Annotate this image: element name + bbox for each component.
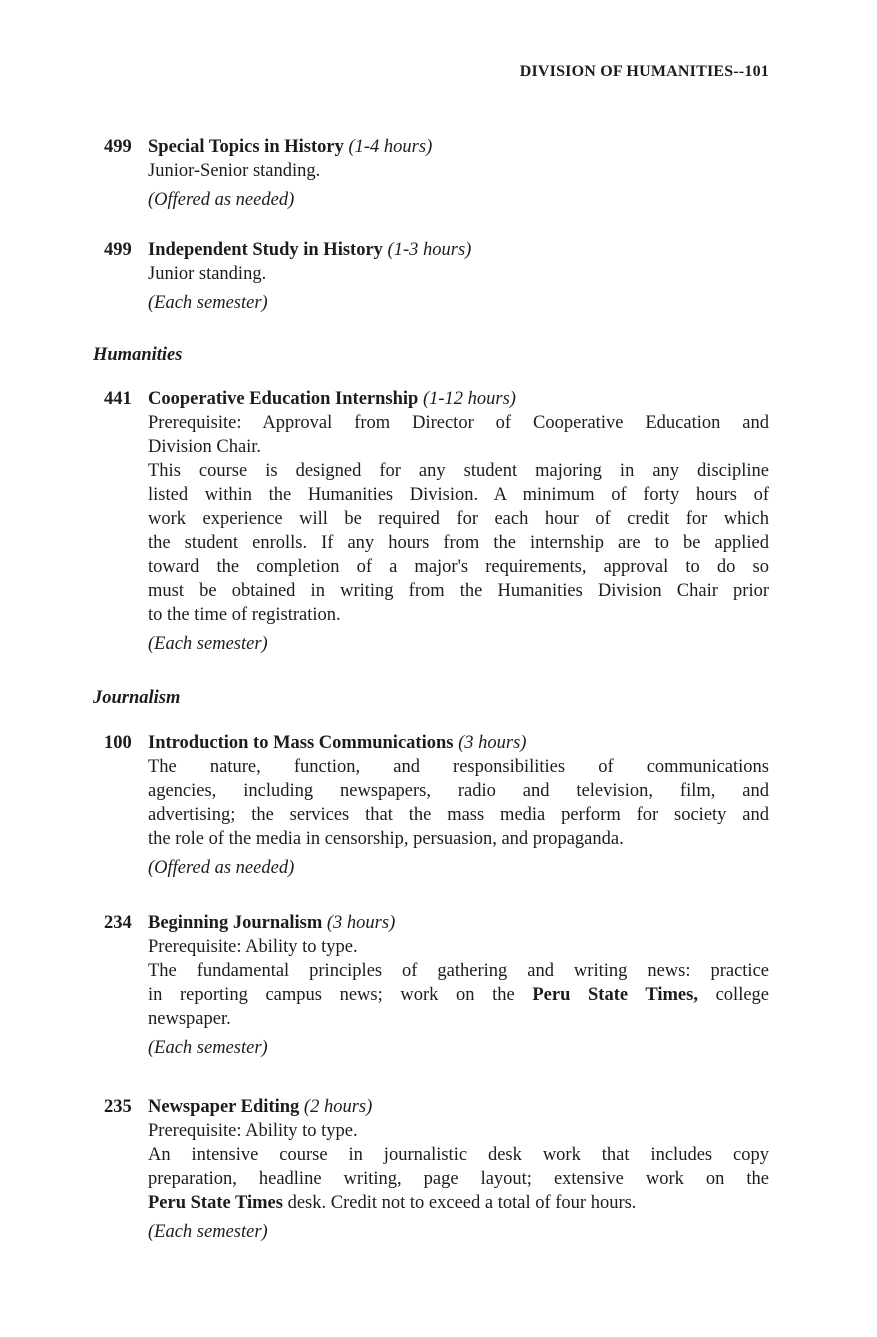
course-offered: (Each semester) — [148, 1222, 268, 1242]
course-title: Special Topics in History — [148, 137, 344, 157]
course-number: 235 — [104, 1097, 132, 1117]
course-offered: (Each semester) — [148, 634, 268, 654]
newspaper-name: Peru State Times — [148, 1193, 283, 1213]
course-description: to the time of registration. — [148, 605, 341, 625]
section-heading-journalism: Journalism — [93, 688, 181, 708]
course-heading — [104, 911, 769, 935]
course-number: 441 — [104, 389, 132, 409]
course-title: Newspaper Editing — [148, 1097, 300, 1117]
course-entry-cooperative-education-internship — [104, 387, 769, 656]
running-head: DIVISION OF HUMANITIES--101 — [519, 63, 769, 80]
course-prerequisite: Prerequisite: Ability to type. — [148, 1121, 358, 1141]
course-description: agencies, including newspapers, radio and television, film, and — [148, 781, 769, 801]
course-body — [148, 935, 769, 1060]
course-title: Independent Study in History — [148, 240, 383, 260]
course-hours: (2 hours) — [303, 1097, 373, 1117]
course-entry-newspaper-editing — [104, 1095, 769, 1244]
course-description: An intensive course in journalistic desk work that includes copy — [148, 1145, 769, 1165]
course-entry-beginning-journalism — [104, 911, 769, 1060]
course-entry-intro-mass-communications — [104, 731, 769, 880]
course-hours: (1-3 hours) — [387, 240, 472, 260]
course-description: advertising; the services that the mass media perform for society and — [148, 805, 769, 825]
course-heading — [104, 731, 769, 755]
course-body — [148, 262, 769, 315]
course-description: must be obtained in writing from the Humanities Division Chair prior — [148, 581, 769, 601]
course-entry-special-topics-history — [104, 135, 769, 212]
course-description: toward the completion of a major's requirements, approval to do so — [148, 557, 769, 577]
course-prerequisite: Prerequisite: Ability to type. — [148, 937, 358, 957]
course-requirement: Junior standing. — [148, 264, 267, 284]
course-prerequisite: Division Chair. — [148, 437, 262, 457]
course-heading — [104, 387, 769, 411]
course-offered: (Each semester) — [148, 1038, 268, 1058]
course-title: Cooperative Education Internship — [148, 389, 419, 409]
course-body — [148, 755, 769, 880]
course-requirement: Junior-Senior standing. — [148, 161, 321, 181]
section-heading-humanities: Humanities — [93, 345, 183, 365]
course-description: the student enrolls. If any hours from the internship are to be applied — [148, 533, 769, 553]
course-body — [148, 411, 769, 656]
desc-text: in reporting campus news; work on the — [148, 985, 515, 1005]
course-description: The fundamental principles of gathering and writing news: practice — [148, 961, 769, 981]
course-body — [148, 159, 769, 212]
course-hours: (1-4 hours) — [348, 137, 433, 157]
course-heading — [104, 1095, 769, 1119]
course-description: preparation, headline writing, page layout; extensive work on the — [148, 1169, 769, 1189]
desc-text: desk. Credit not to exceed a total of four hours. — [287, 1193, 637, 1213]
course-heading — [104, 238, 769, 262]
newspaper-name: Peru State Times, — [532, 985, 698, 1005]
course-title: Beginning Journalism — [148, 913, 323, 933]
course-number: 499 — [104, 240, 132, 260]
course-description: listed within the Humanities Division. A minimum of forty hours of — [148, 485, 769, 505]
course-body — [148, 1119, 769, 1244]
course-hours: (3 hours) — [326, 913, 396, 933]
course-description: The nature, function, and responsibilities of communications — [148, 757, 769, 777]
course-description: the role of the media in censorship, persuasion, and propaganda. — [148, 829, 624, 849]
course-number: 499 — [104, 137, 132, 157]
course-hours: (1-12 hours) — [422, 389, 516, 409]
course-prerequisite: Prerequisite: Approval from Director of Cooperative Education and — [148, 413, 769, 433]
course-number: 100 — [104, 733, 132, 753]
course-entry-independent-study-history — [104, 238, 769, 315]
course-offered: (Offered as needed) — [148, 190, 295, 210]
course-description: work experience will be required for each hour of credit for which — [148, 509, 769, 529]
course-description — [148, 1191, 769, 1215]
course-description — [148, 983, 769, 1007]
course-heading — [104, 135, 769, 159]
course-offered: (Each semester) — [148, 293, 268, 313]
course-offered: (Offered as needed) — [148, 858, 295, 878]
course-title: Introduction to Mass Communications — [148, 733, 454, 753]
course-number: 234 — [104, 913, 132, 933]
course-hours: (3 hours) — [458, 733, 527, 753]
course-description: This course is designed for any student majoring in any discipline — [148, 461, 769, 481]
desc-text: college — [715, 985, 770, 1005]
course-description: newspaper. — [148, 1009, 231, 1029]
